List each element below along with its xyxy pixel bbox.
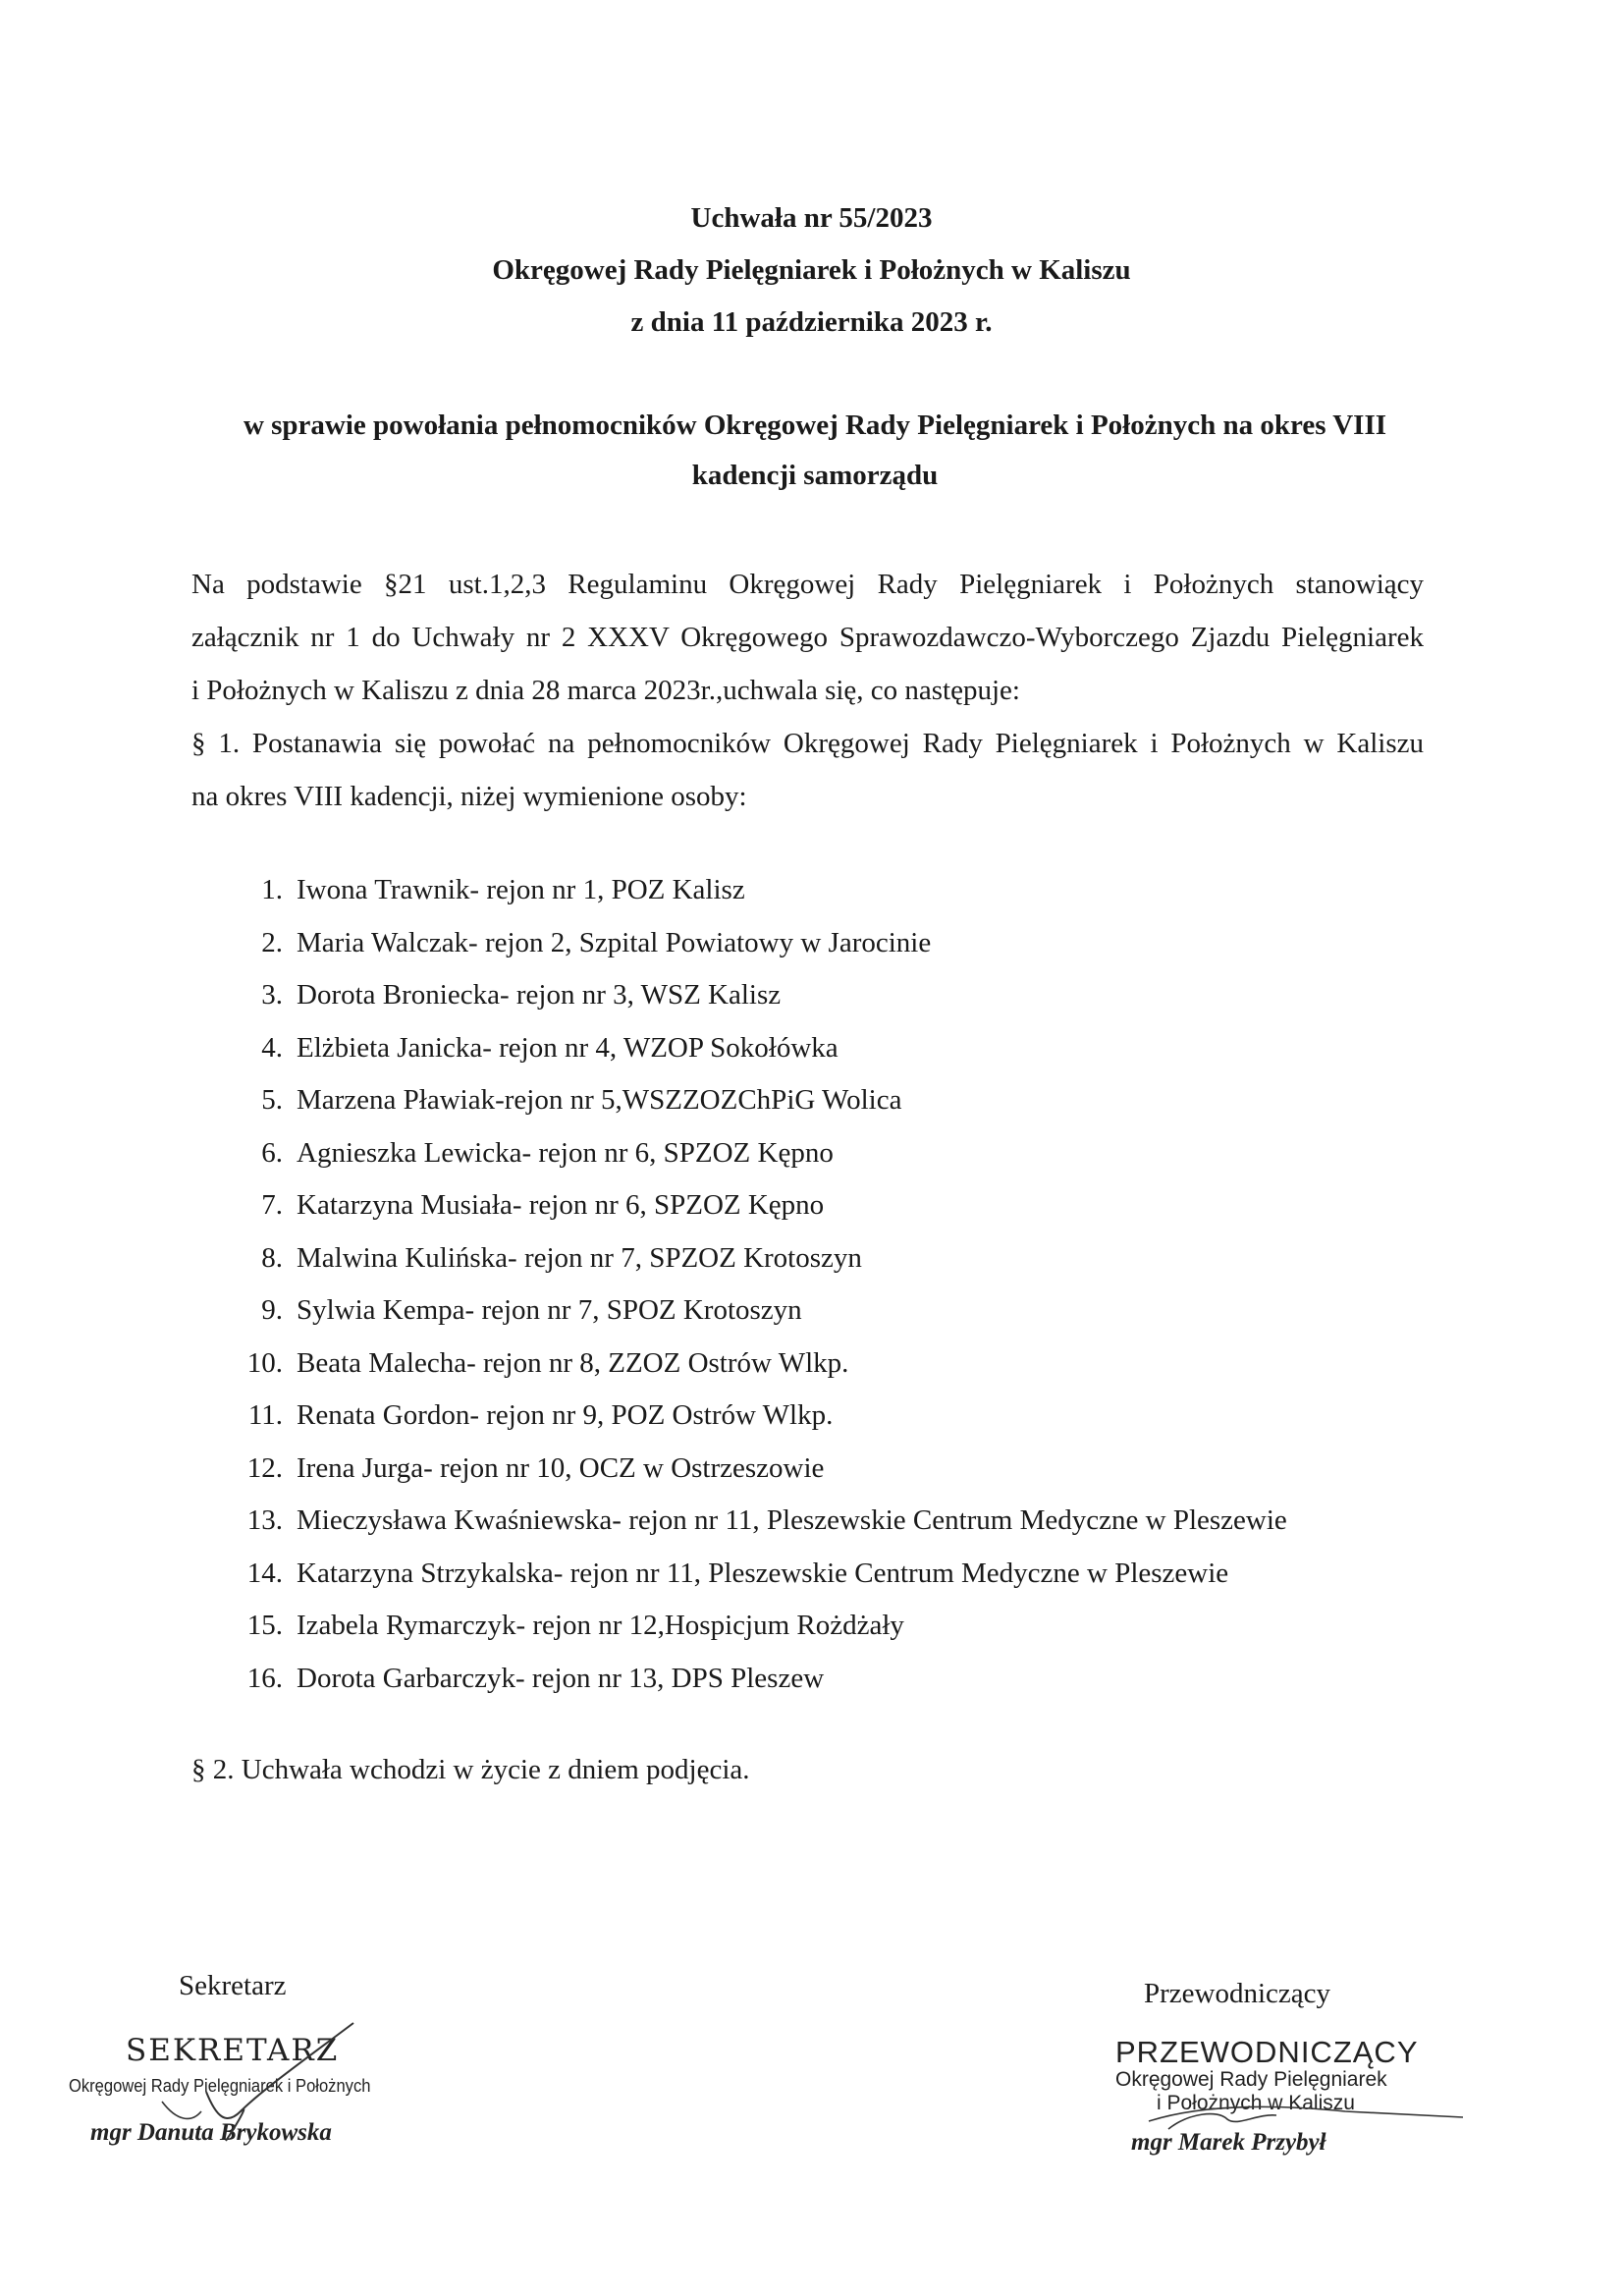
legal-basis-paragraph: [191, 558, 1424, 823]
list-item-number: 1.: [261, 874, 283, 905]
list-item-text: Izabela Rymarczyk- rejon nr 12,Hospicjum Rożdżały: [297, 1610, 904, 1641]
resolution-date: z dnia 11 października 2023 r.: [630, 306, 993, 338]
list-item: [226, 1390, 1287, 1443]
list-item: [226, 1074, 1287, 1127]
secretary-title: Sekretarz: [179, 1970, 287, 2001]
list-item-text: Katarzyna Strzykalska- rejon nr 11, Pleszewskie Centrum Medyczne w Pleszewie: [297, 1557, 1229, 1589]
chair-title: Przewodniczący: [1144, 1978, 1331, 2009]
list-item-text: Malwina Kulińska- rejon nr 7, SPZOZ Krotoszyn: [297, 1241, 862, 1274]
list-item-text: Iwona Trawnik- rejon nr 1, POZ Kalisz: [297, 874, 745, 905]
list-item-number: 2.: [261, 926, 283, 958]
resolution-number: Uchwała nr 55/2023: [690, 202, 933, 234]
section-1-line-2: na okres VIII kadencji, niżej wymienione osoby:: [191, 781, 747, 812]
list-item-text: Irena Jurga- rejon nr 10, OCZ w Ostrzeszowie: [297, 1451, 825, 1484]
chair-stamp-org-2: i Położnych w Kaliszu: [1157, 2092, 1355, 2114]
list-item: [226, 864, 1287, 917]
list-item: [226, 1653, 1287, 1706]
list-item: [226, 1548, 1287, 1601]
list-item-number: 10.: [246, 1346, 283, 1379]
section-2-closing: § 2. Uchwała wchodzi w życie z dniem podjęcia.: [191, 1754, 750, 1785]
list-item-text: Mieczysława Kwaśniewska- rejon nr 11, Pleszewskie Centrum Medyczne w Pleszewie: [297, 1504, 1287, 1536]
list-item-number: 7.: [261, 1189, 283, 1221]
issuing-body: Okręgowej Rady Pielęgniarek i Położnych w Kaliszu: [492, 254, 1131, 286]
list-item-number: 13.: [246, 1504, 283, 1536]
list-item-number: 11.: [247, 1399, 283, 1431]
list-item: [226, 969, 1287, 1022]
list-item-text: Katarzyna Musiała- rejon nr 6, SPZOZ Kępno: [297, 1189, 825, 1221]
subject-line-1: w sprawie powołania pełnomocników Okręgowej Rady Pielęgniarek i Położnych na okres VIII: [243, 410, 1387, 441]
list-item: [226, 1495, 1287, 1548]
list-item-text: Maria Walczak- rejon 2, Szpital Powiatowy w Jarocinie: [297, 926, 932, 958]
list-item: [226, 1022, 1287, 1075]
list-item-text: Elżbieta Janicka- rejon nr 4, WZOP Sokołówka: [297, 1031, 839, 1064]
subject-line-2: kadencji samorządu: [691, 460, 939, 491]
chair-stamp-title: PRZEWODNICZĄCY: [1115, 2035, 1419, 2069]
appointee-list: [226, 864, 1287, 1705]
list-item-number: 16.: [246, 1662, 283, 1694]
list-item-number: 14.: [246, 1557, 283, 1589]
list-item-text: Renata Gordon- rejon nr 9, POZ Ostrów Wlkp.: [297, 1399, 834, 1431]
list-item-text: Beata Malecha- rejon nr 8, ZZOZ Ostrów Wlkp.: [297, 1346, 849, 1379]
list-item-number: 3.: [261, 979, 283, 1011]
secretary-signature-scribble: [69, 2033, 403, 2160]
list-item-text: Sylwia Kempa- rejon nr 7, SPOZ Krotoszyn: [297, 1294, 802, 1326]
basis-line-1: Na podstawie §21 ust.1,2,3 Regulaminu Okręgowej Rady Pielęgniarek i Położnych stanowiący: [191, 569, 1424, 600]
secretary-stamp: [69, 2033, 403, 2160]
list-item: [226, 1600, 1287, 1653]
list-item-text: Marzena Pławiak-rejon nr 5,WSZZOZChPiG Wolica: [297, 1084, 902, 1116]
list-item: [226, 1443, 1287, 1496]
resolution-subject: [177, 401, 1453, 501]
list-item: [226, 1179, 1287, 1232]
list-item-number: 6.: [261, 1136, 283, 1169]
list-item-number: 12.: [246, 1451, 283, 1484]
list-item: [226, 1232, 1287, 1285]
list-item-number: 5.: [261, 1084, 283, 1116]
list-item: [226, 917, 1287, 970]
secretary-stamp-org: Okręgowej Rady Pielęgniarek i Położnych: [69, 2076, 371, 2096]
list-item: [226, 1338, 1287, 1391]
list-item-number: 9.: [261, 1294, 283, 1326]
chair-stamp: [1109, 2035, 1483, 2162]
list-item-text: Dorota Broniecka- rejon nr 3, WSZ Kalisz: [297, 979, 782, 1011]
list-item-number: 8.: [261, 1241, 283, 1274]
chair-signature-scribble: [1109, 2035, 1483, 2162]
basis-line-3: i Położnych w Kaliszu z dnia 28 marca 2023r.,uchwala się, co następuje:: [191, 675, 1020, 706]
chair-stamp-name: mgr Marek Przybył: [1131, 2129, 1326, 2156]
secretary-stamp-name: mgr Danuta Brykowska: [90, 2119, 332, 2146]
list-item-number: 4.: [261, 1031, 283, 1064]
list-item: [226, 1127, 1287, 1180]
basis-line-2: załącznik nr 1 do Uchwały nr 2 XXXV Okręgowego Sprawozdawczo-Wyborczego Zjazdu Pielęgniarek: [191, 622, 1424, 653]
secretary-stamp-title: SEKRETARZ: [126, 2033, 340, 2068]
section-1-line-1: § 1. Postanawia się powołać na pełnomocników Okręgowej Rady Pielęgniarek i Położnych w Kaliszu: [191, 728, 1424, 759]
list-item-text: Dorota Garbarczyk- rejon nr 13, DPS Pleszew: [297, 1662, 825, 1694]
list-item-number: 15.: [246, 1610, 283, 1641]
list-item-text: Agnieszka Lewicka- rejon nr 6, SPZOZ Kępno: [297, 1136, 834, 1169]
chair-stamp-org-1: Okręgowej Rady Pielęgniarek: [1115, 2068, 1387, 2091]
list-item: [226, 1285, 1287, 1338]
